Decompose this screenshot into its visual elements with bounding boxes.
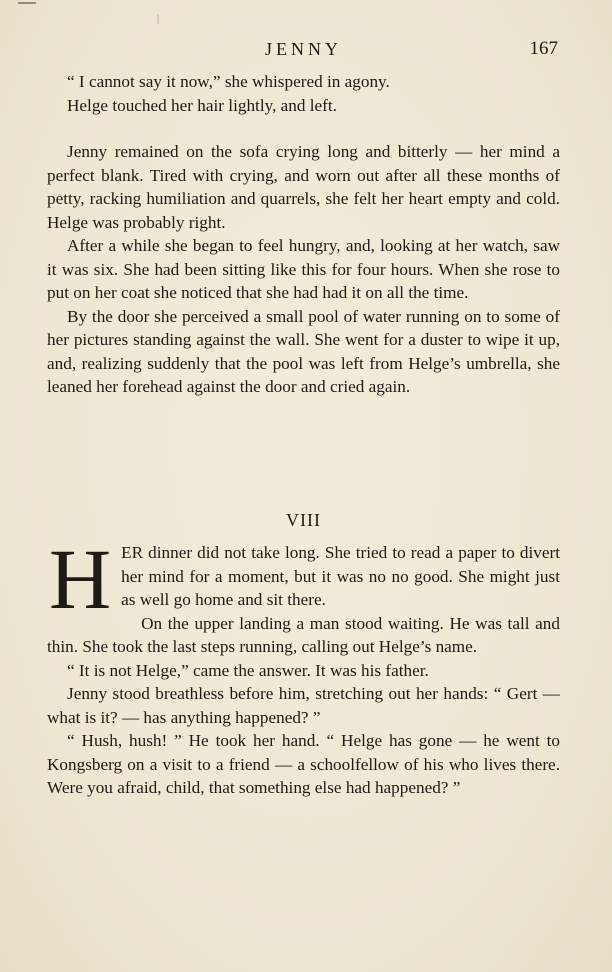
text-block-before-chapter [47, 70, 560, 399]
paragraph: After a while she began to feel hungry, and, looking at her watch, saw it was six. She had been sitting like this for four hours. When she rose to put on her coat she noticed that she had had it on all the time. [47, 236, 560, 302]
chapter-heading: VIII [286, 510, 321, 530]
page-number: 167 [529, 38, 558, 59]
paragraph: “ It is not Helge,” came the answer. It was his father. [67, 660, 429, 680]
paragraph: On the upper landing a man stood waiting. He was tall and thin. She took the last steps running, calling out Helge’s name. [47, 613, 560, 656]
page-header [47, 36, 560, 62]
paragraph: “ Hush, hush! ” He took her hand. “ Helge has gone — he went to Kongsberg on a visit to a friend — a schoolfellow of his who lives there. Were you afraid, child, that something else had happened? ” [47, 731, 560, 797]
paragraph-with-drop-cap [47, 531, 560, 627]
drop-cap-letter: H [49, 531, 112, 627]
paragraph: By the door she perceived a small pool of water running on to some of her pictures standing against the wall. She went for a duster to wipe it up, and, realizing suddenly that the pool was left from Helge’s umbrella, she leaned her forehead against the door and cried again. [47, 306, 560, 396]
paragraph: Helge touched her hair lightly, and left. [67, 95, 337, 115]
paragraph: Jenny stood breathless before him, stretching out her hands: “ Gert — what is it? — has anything happened? ” [47, 684, 560, 727]
paragraph: Jenny remained on the sofa crying long and bitterly — her mind a perfect blank. Tired with crying, and worn out after all these months of petty, racking humiliation and quarrels, she felt her heart empty and cold. Helge was probably right. [47, 142, 560, 232]
paragraph-text: ER dinner did not take long. She tried to read a paper to divert her mind for a moment, but it was no no good. She might just as well go home and sit there. [121, 543, 560, 609]
text-block-chapter-viii [47, 531, 560, 800]
running-title: JENNY [265, 39, 342, 59]
paragraph: “ I cannot say it now,” she whispered in agony. [67, 72, 390, 91]
